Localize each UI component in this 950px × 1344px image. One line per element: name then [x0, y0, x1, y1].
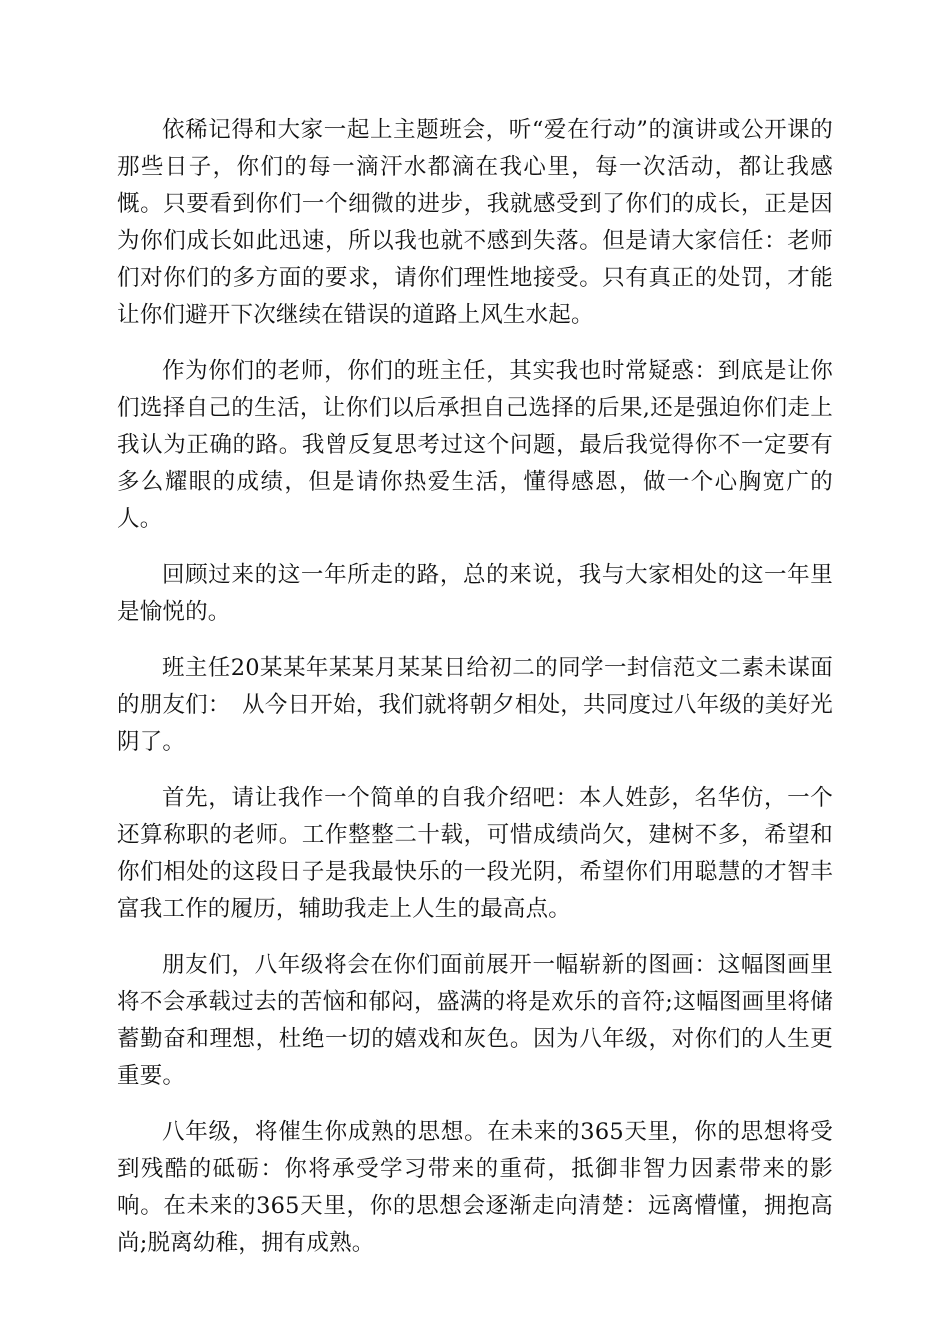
paragraph-2: 作为你们的老师，你们的班主任，其实我也时常疑惑：到底是让你们选择自己的生活，让你们以后承担自己选择的后果,还是强迫你们走上我认为正确的路。我曾反复思考过这个问题，最后我觉得你不一定要有多么耀眼的成绩，但是请你热爱生活，懂得感恩，做一个心胸宽广的人。 [117, 358, 833, 532]
paragraph-6: 朋友们，八年级将会在你们面前展开一幅崭新的图画：这幅图画里将不会承载过去的苦恼和郁闷，盛满的将是欢乐的音符;这幅图画里将储蓄勤奋和理想，杜绝一切的嬉戏和灰色。因为八年级，对你们的人生更重要。 [117, 952, 833, 1089]
paragraph-7: 八年级，将催生你成熟的思想。在未来的365天里，你的思想将受到残酷的砥砺：你将承受学习带来的重荷，抵御非智力因素带来的影响。在未来的365天里，你的思想会逐渐走向清楚：远离懵懂，拥抱高尚;脱离幼稚，拥有成熟。 [117, 1119, 833, 1256]
paragraph-4: 班主任20某某年某某月某某日给初二的同学一封信范文二素未谋面的朋友们： 从今日开始，我们就将朝夕相处，共同度过八年级的美好光阴了。 [117, 655, 833, 755]
document-page [117, 112, 833, 1281]
paragraph-3: 回顾过来的这一年所走的路，总的来说，我与大家相处的这一年里是愉悦的。 [117, 562, 833, 625]
paragraph-5: 首先，请让我作一个简单的自我介绍吧：本人姓彭，名华仿，一个还算称职的老师。工作整整二十载，可惜成绩尚欠，建树不多，希望和你们相处的这段日子是我最快乐的一段光阴，希望你们用聪慧的才智丰富我工作的履历，辅助我走上人生的最高点。 [117, 785, 833, 922]
paragraph-1: 依稀记得和大家一起上主题班会，听“爱在行动”的演讲或公开课的那些日子，你们的每一滴汗水都滴在我心里，每一次活动，都让我感慨。只要看到你们一个细微的进步，我就感受到了你们的成长，正是因为你们成长如此迅速，所以我也就不感到失落。但是请大家信任：老师们对你们的多方面的要求，请你们理性地接受。只有真正的处罚，才能让你们避开下次继续在错误的道路上风生水起。 [117, 117, 833, 328]
